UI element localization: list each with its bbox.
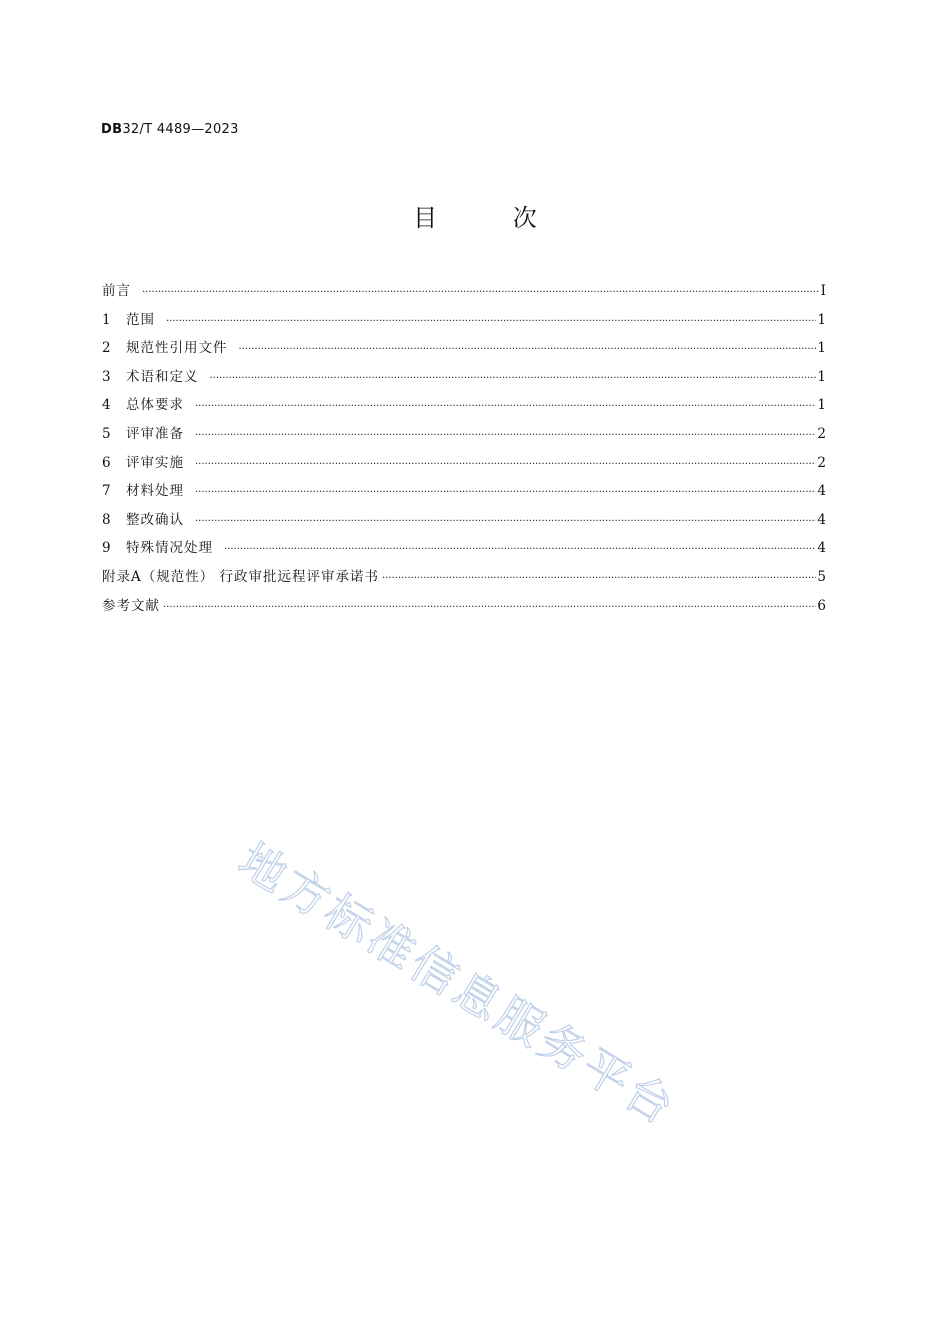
toc-entry-2[interactable] [102,338,826,367]
toc-title: 目 次 [413,204,571,232]
toc-entry-page: 4 [817,511,826,528]
toc-list [102,281,826,624]
toc-entry-label: 材料处理 [126,483,184,500]
toc-entry-page: 6 [817,597,826,614]
toc-dot-leader [142,283,819,303]
toc-entry-1[interactable] [102,310,826,339]
toc-entry-page: 4 [817,483,826,500]
watermark: 地方标准信息服务平台 [229,832,686,1137]
toc-dot-leader [195,426,816,446]
toc-entry-label: 前言 [102,283,131,299]
toc-entry-appendix-a[interactable] [102,567,826,596]
toc-entry-page: I [820,283,826,299]
toc-entry-label: 规范性引用文件 [126,340,228,357]
toc-entry-page: 2 [817,454,826,471]
toc-entry-page: 5 [817,568,826,585]
toc-dot-leader [163,598,816,618]
toc-entry-number: 6 [102,454,111,471]
document-code-prefix: DB [101,122,123,137]
toc-entry-label: 范围 [126,311,155,328]
toc-entry-label: 总体要求 [126,397,184,414]
toc-entry-number: 4 [102,397,111,414]
toc-entry-3[interactable] [102,367,826,396]
toc-entry-6[interactable] [102,453,826,482]
toc-entry-foreword[interactable] [102,281,826,310]
toc-entry-8[interactable] [102,510,826,539]
toc-entry-number: 2 [102,340,111,357]
toc-entry-references[interactable] [102,596,826,625]
toc-dot-leader [195,483,816,503]
toc-entry-number: 5 [102,425,111,442]
toc-entry-4[interactable] [102,395,826,424]
toc-entry-number: 1 [102,311,111,328]
toc-entry-page: 1 [817,397,826,414]
toc-entry-label: 评审实施 [126,454,184,471]
toc-entry-label: 参考文献 [102,597,160,614]
toc-entry-page: 1 [817,311,826,328]
toc-entry-number: 9 [102,540,111,557]
toc-dot-leader [195,455,816,475]
toc-entry-number: 7 [102,483,111,500]
toc-entry-number: 8 [102,511,111,528]
toc-entry-number: 3 [102,368,111,385]
toc-entry-page: 2 [817,425,826,442]
toc-entry-label: 术语和定义 [126,368,199,385]
toc-entry-page: 1 [817,340,826,357]
document-code-number: 32/T 4489—2023 [122,122,239,137]
toc-entry-page: 4 [817,540,826,557]
toc-entry-page: 1 [817,368,826,385]
toc-entry-label: 附录A（规范性） 行政审批远程评审承诺书 [102,568,380,585]
toc-entry-5[interactable] [102,424,826,453]
toc-entry-9[interactable] [102,538,826,567]
toc-dot-leader [239,340,817,360]
document-code [101,122,239,137]
toc-dot-leader [195,512,816,532]
toc-entry-7[interactable] [102,481,826,510]
toc-dot-leader [382,569,816,589]
toc-dot-leader [195,397,816,417]
toc-dot-leader [210,369,817,389]
toc-entry-label: 评审准备 [126,425,184,442]
toc-dot-leader [166,312,816,332]
toc-entry-label: 整改确认 [126,511,184,528]
toc-entry-label: 特殊情况处理 [126,540,213,557]
toc-dot-leader [224,540,816,560]
